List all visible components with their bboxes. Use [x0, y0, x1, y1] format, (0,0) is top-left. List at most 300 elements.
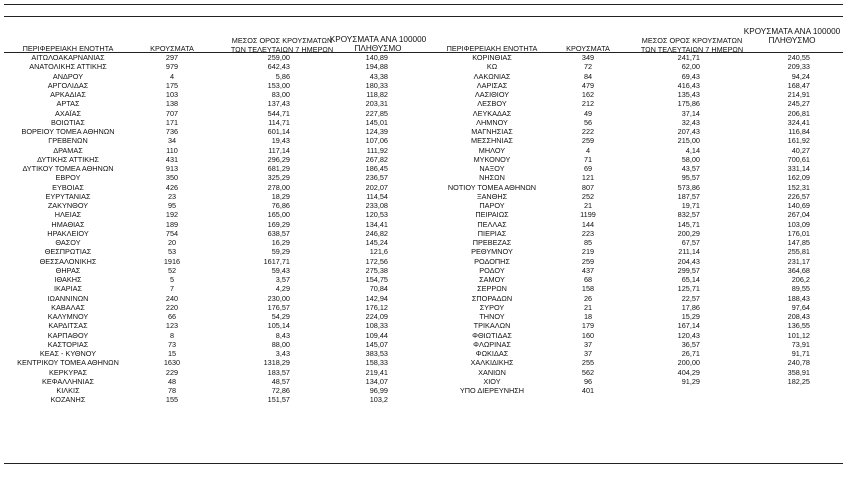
table-row — [0, 72, 430, 81]
per-100k-cell: 202,07 — [365, 182, 388, 192]
cases-cell: 73 — [167, 339, 177, 349]
table-row — [428, 90, 848, 99]
per-100k-cell: 40,27 — [791, 145, 810, 155]
cases-cell: 66 — [167, 312, 177, 321]
avg-7day-cell: 19,71 — [681, 201, 700, 210]
table-row — [428, 220, 848, 229]
per-100k-cell: 331,14 — [787, 164, 810, 173]
region-name-cell: ΚΑΡΔΙΤΣΑΣ — [48, 321, 88, 331]
avg-7day-cell: 642,43 — [267, 62, 290, 72]
cases-cell: 21 — [583, 302, 593, 312]
cases-cell: 71 — [583, 154, 593, 164]
cases-cell: 350 — [165, 173, 179, 183]
cases-cell: 23 — [167, 191, 177, 201]
table-row — [0, 146, 430, 155]
left-header-avg-line2: ΤΩΝ ΤΕΛΕΥΤΑΙΩΝ 7 ΗΜΕΡΩΝ — [230, 45, 334, 54]
per-100k-cell: 162,09 — [787, 173, 810, 183]
cases-cell: 807 — [581, 182, 595, 192]
cases-cell: 85 — [583, 238, 593, 247]
per-100k-cell: 224,09 — [365, 312, 388, 321]
avg-7day-cell: 167,14 — [677, 321, 700, 331]
cases-cell: 34 — [167, 136, 177, 146]
region-name-cell: ΝΟΤΙΟΥ ΤΟΜΕΑ ΑΘΗΝΩΝ — [447, 182, 537, 192]
avg-7day-cell: 681,29 — [267, 164, 290, 173]
cases-cell: 5 — [169, 275, 175, 284]
cases-cell: 68 — [583, 275, 593, 284]
avg-7day-cell: 4,29 — [275, 284, 290, 294]
table-row — [0, 201, 430, 210]
cases-cell: 913 — [165, 164, 179, 173]
per-100k-cell: 103,2 — [369, 395, 388, 405]
per-100k-cell: 101,12 — [787, 330, 810, 340]
avg-7day-cell: 72,86 — [271, 386, 290, 395]
avg-7day-cell: 88,00 — [271, 339, 290, 349]
per-100k-cell: 186,45 — [365, 164, 388, 173]
per-100k-cell: 206,81 — [787, 108, 810, 118]
table-row — [0, 155, 430, 164]
region-name-cell: ΑΝΑΤΟΛΙΚΗΣ ΑΤΤΙΚΗΣ — [29, 62, 107, 72]
cases-cell: 7 — [169, 284, 175, 294]
cases-cell: 155 — [165, 395, 179, 405]
table-row — [428, 164, 848, 173]
per-100k-cell: 94,24 — [791, 71, 810, 81]
per-100k-cell: 111,92 — [366, 145, 388, 155]
cases-cell: 69 — [583, 164, 593, 173]
per-100k-cell: 209,33 — [787, 62, 810, 72]
table-row — [428, 118, 848, 127]
cases-cell: 426 — [165, 182, 179, 192]
cases-cell: 220 — [165, 302, 179, 312]
avg-7day-cell: 416,43 — [677, 80, 700, 90]
table-row — [428, 201, 848, 210]
avg-7day-cell: 183,57 — [267, 367, 290, 377]
cases-cell: 37 — [583, 339, 593, 349]
cases-cell: 754 — [165, 228, 179, 238]
cases-cell: 138 — [165, 99, 179, 109]
table-row — [428, 377, 848, 386]
cases-cell: 78 — [167, 386, 177, 395]
per-100k-cell: 97,64 — [791, 302, 810, 312]
per-100k-cell: 145,07 — [365, 339, 388, 349]
per-100k-cell: 70,84 — [369, 284, 388, 294]
region-name-cell: ΚΙΛΚΙΣ — [56, 386, 80, 395]
region-name-cell: ΠΡΕΒΕΖΑΣ — [472, 238, 512, 247]
per-100k-cell: 147,85 — [787, 238, 810, 247]
avg-7day-cell: 83,00 — [271, 90, 290, 99]
table-row — [0, 118, 430, 127]
header-top-rule — [4, 16, 843, 17]
per-100k-cell: 152,31 — [787, 182, 810, 192]
per-100k-cell: 140,89 — [365, 53, 388, 62]
table-row — [0, 377, 430, 386]
per-100k-cell: 364,68 — [787, 265, 810, 275]
avg-7day-cell: 204,43 — [677, 256, 700, 266]
region-name-cell: ΜΥΚΟΝΟΥ — [473, 154, 511, 164]
avg-7day-cell: 22,57 — [681, 293, 700, 303]
cases-cell: 219 — [581, 247, 595, 257]
region-name-cell: ΣΑΜΟΥ — [479, 275, 505, 284]
table-row — [428, 321, 848, 330]
table-row — [428, 238, 848, 247]
cases-cell: 4 — [585, 145, 591, 155]
right-header-cases: ΚΡΟΥΣΜΑΤΑ — [566, 44, 610, 53]
table-row — [0, 275, 430, 284]
avg-7day-cell: 3,43 — [275, 349, 290, 358]
table-row — [0, 136, 430, 145]
per-100k-cell: 96,99 — [369, 386, 388, 395]
avg-7day-cell: 573,86 — [677, 182, 700, 192]
table-row — [428, 72, 848, 81]
table-row — [428, 173, 848, 182]
table-row — [428, 99, 848, 108]
table-row — [0, 266, 430, 275]
table-row — [0, 127, 430, 136]
per-100k-cell: 107,06 — [365, 136, 388, 146]
table-row — [428, 210, 848, 219]
avg-7day-cell: 3,57 — [275, 275, 290, 284]
table-row — [0, 303, 430, 312]
per-100k-cell: 219,41 — [365, 367, 388, 377]
avg-7day-cell: 151,57 — [267, 395, 290, 405]
cases-cell: 1199 — [580, 210, 596, 220]
avg-7day-cell: 58,00 — [681, 154, 700, 164]
avg-7day-cell: 117,14 — [268, 145, 290, 155]
avg-7day-cell: 8,43 — [275, 330, 290, 340]
per-100k-cell: 134,07 — [365, 376, 388, 386]
region-name-cell: ΡΕΘΥΜΝΟΥ — [471, 247, 513, 257]
table-row — [0, 247, 430, 256]
region-name-cell: ΙΩΑΝΝΙΝΩΝ — [47, 293, 89, 303]
cases-cell: 1916 — [163, 256, 181, 266]
per-100k-cell: 383,53 — [365, 349, 388, 358]
cases-cell: 255 — [581, 358, 595, 368]
region-name-cell: ΖΑΚΥΝΘΟΥ — [47, 201, 89, 210]
per-100k-cell: 120,53 — [365, 210, 388, 220]
avg-7day-cell: 76,86 — [271, 201, 290, 210]
per-100k-cell: 108,33 — [365, 321, 388, 331]
per-100k-cell: 176,12 — [365, 302, 388, 312]
table-row — [0, 312, 430, 321]
right-header-per-line2: ΠΛΗΘΥΣΜΟ — [768, 36, 816, 45]
table-row — [0, 368, 430, 377]
avg-7day-cell: 54,29 — [271, 312, 290, 321]
avg-7day-cell: 95,57 — [681, 173, 700, 183]
region-name-cell: ΔΥΤΙΚΗΣ ΑΤΤΙΚΗΣ — [37, 154, 99, 164]
avg-7day-cell: 187,57 — [677, 191, 700, 201]
per-100k-cell: 267,82 — [365, 154, 388, 164]
region-name-cell: ΦΛΩΡΙΝΑΣ — [473, 339, 511, 349]
region-name-cell: ΓΡΕΒΕΝΩΝ — [48, 136, 88, 146]
region-name-cell: ΜΕΣΣΗΝΙΑΣ — [471, 136, 513, 146]
table-row — [0, 284, 430, 293]
cases-cell: 222 — [581, 127, 595, 136]
per-100k-cell: 109,44 — [365, 330, 388, 340]
per-100k-cell: 233,08 — [365, 201, 388, 210]
cases-cell: 240 — [165, 293, 179, 303]
table-row — [0, 358, 430, 367]
cases-cell: 229 — [165, 367, 179, 377]
region-name-cell: ΜΗΛΟΥ — [478, 145, 506, 155]
per-100k-cell: 182,25 — [787, 376, 810, 386]
right-header-avg-line1: ΜΕΣΟΣ ΟΡΟΣ ΚΡΟΥΣΜΑΤΩΝ — [641, 36, 743, 45]
region-name-cell: ΠΙΕΡΙΑΣ — [477, 228, 507, 238]
cases-cell: 431 — [165, 154, 179, 164]
table-row — [428, 127, 848, 136]
cases-cell: 144 — [581, 219, 595, 229]
per-100k-cell: 188,43 — [787, 293, 810, 303]
per-100k-cell: 136,55 — [787, 321, 810, 331]
cases-cell: 15 — [167, 349, 177, 358]
region-name-cell: ΛΑΚΩΝΙΑΣ — [473, 71, 511, 81]
table-row — [0, 173, 430, 182]
avg-7day-cell: 230,00 — [267, 293, 290, 303]
cases-cell: 707 — [165, 108, 179, 118]
table-row — [428, 136, 848, 145]
region-name-cell: ΗΡΑΚΛΕΙΟΥ — [47, 228, 89, 238]
region-name-cell: ΒΟΙΩΤΙΑΣ — [51, 117, 85, 127]
cases-cell: 252 — [581, 191, 595, 201]
avg-7day-cell: 114,71 — [268, 117, 290, 127]
region-name-cell: ΕΥΒΟΙΑΣ — [52, 182, 84, 192]
cases-cell: 110 — [166, 145, 178, 155]
avg-7day-cell: 91,29 — [681, 376, 700, 386]
cases-cell: 4 — [169, 71, 175, 81]
cases-cell: 479 — [581, 80, 595, 90]
cases-cell: 26 — [583, 293, 593, 303]
table-row — [428, 146, 848, 155]
avg-7day-cell: 26,71 — [681, 349, 700, 358]
avg-7day-cell: 105,14 — [267, 321, 290, 331]
cases-cell: 297 — [165, 53, 179, 62]
table-row — [428, 303, 848, 312]
cases-cell: 1630 — [163, 358, 181, 368]
region-name-cell: ΡΟΔΟΠΗΣ — [474, 256, 510, 266]
per-100k-cell: 700,61 — [787, 154, 810, 164]
avg-7day-cell: 296,29 — [267, 154, 290, 164]
avg-7day-cell: 125,71 — [677, 284, 700, 294]
avg-7day-cell: 638,57 — [267, 228, 290, 238]
avg-7day-cell: 15,29 — [681, 312, 700, 321]
left-header-per — [322, 35, 434, 53]
left-table — [0, 53, 430, 405]
table-row — [0, 220, 430, 229]
table-row — [428, 192, 848, 201]
avg-7day-cell: 145,71 — [677, 219, 700, 229]
region-name-cell: ΗΛΕΙΑΣ — [54, 210, 82, 220]
region-name-cell: ΔΡΑΜΑΣ — [53, 145, 83, 155]
avg-7day-cell: 43,57 — [681, 164, 700, 173]
cases-cell: 259 — [581, 136, 595, 146]
per-100k-cell: 161,92 — [787, 136, 810, 146]
table-row — [428, 81, 848, 90]
table-row — [428, 247, 848, 256]
avg-7day-cell: 16,29 — [271, 238, 290, 247]
avg-7day-cell: 165,00 — [267, 210, 290, 220]
avg-7day-cell: 59,29 — [271, 247, 290, 257]
per-100k-cell: 158,33 — [365, 358, 388, 368]
region-name-cell: ΙΘΑΚΗΣ — [54, 275, 82, 284]
per-100k-cell: 246,82 — [365, 228, 388, 238]
region-name-cell: ΚΑΛΥΜΝΟΥ — [47, 312, 89, 321]
per-100k-cell: 255,81 — [787, 247, 810, 257]
avg-7day-cell: 544,71 — [267, 108, 290, 118]
table-row — [428, 331, 848, 340]
avg-7day-cell: 36,57 — [681, 339, 700, 349]
table-row — [428, 109, 848, 118]
table-row — [428, 62, 848, 71]
left-header-per-line1: ΚΡΟΥΣΜΑΤΑ ΑΝΑ 100000 — [329, 35, 427, 44]
avg-7day-cell: 17,86 — [681, 302, 700, 312]
table-row — [0, 210, 430, 219]
region-name-cell: ΚΟΖΑΝΗΣ — [50, 395, 86, 405]
avg-7day-cell: 169,29 — [267, 219, 290, 229]
table-row — [428, 284, 848, 293]
per-100k-cell: 142,94 — [365, 293, 388, 303]
region-name-cell: ΒΟΡΕΙΟΥ ΤΟΜΕΑ ΑΘΗΝΩΝ — [21, 127, 115, 136]
region-name-cell: ΤΡΙΚΑΛΩΝ — [473, 321, 511, 331]
region-name-cell: ΠΑΡΟΥ — [479, 201, 505, 210]
per-100k-cell: 134,41 — [365, 219, 388, 229]
region-name-cell: ΣΥΡΟΥ — [479, 302, 505, 312]
per-100k-cell: 89,55 — [791, 284, 810, 294]
table-row — [428, 183, 848, 192]
table-row — [0, 257, 430, 266]
per-100k-cell: 103,09 — [787, 219, 810, 229]
per-100k-cell: 114,54 — [366, 191, 388, 201]
avg-7day-cell: 5,86 — [275, 71, 290, 81]
per-100k-cell: 176,01 — [787, 228, 810, 238]
table-row — [0, 238, 430, 247]
region-name-cell: ΦΩΚΙΔΑΣ — [475, 349, 509, 358]
per-100k-cell: 203,31 — [365, 99, 388, 109]
right-header-per-line1: ΚΡΟΥΣΜΑΤΑ ΑΝΑ 100000 — [743, 27, 841, 36]
cases-cell: 8 — [169, 330, 175, 340]
region-name-cell: ΚΕΝΤΡΙΚΟΥ ΤΟΜΕΑ ΑΘΗΝΩΝ — [17, 358, 119, 368]
table-row — [428, 275, 848, 284]
per-100k-cell: 208,43 — [787, 312, 810, 321]
table-row — [0, 183, 430, 192]
avg-7day-cell: 832,57 — [677, 210, 700, 220]
region-name-cell: ΕΒΡΟΥ — [55, 173, 81, 183]
per-100k-cell: 145,24 — [365, 238, 388, 247]
avg-7day-cell: 19,43 — [271, 136, 290, 146]
cases-cell: 162 — [581, 90, 595, 99]
region-name-cell: ΛΕΥΚΑΔΑΣ — [472, 108, 512, 118]
region-name-cell: ΚΕΦΑΛΛΗΝΙΑΣ — [42, 376, 94, 386]
per-100k-cell: 118,82 — [366, 90, 388, 99]
region-name-cell: ΛΗΜΝΟΥ — [476, 117, 508, 127]
table-row — [0, 386, 430, 395]
region-name-cell: ΚΕΑΣ - ΚΥΘΝΟΥ — [39, 349, 97, 358]
region-name-cell: ΦΘΙΩΤΙΔΑΣ — [472, 330, 512, 340]
avg-7day-cell: 32,43 — [681, 117, 700, 127]
table-row — [0, 90, 430, 99]
region-name-cell: ΞΑΝΘΗΣ — [476, 191, 508, 201]
region-name-cell: ΚΑΒΑΛΑΣ — [51, 302, 85, 312]
avg-7day-cell: 175,86 — [677, 99, 700, 109]
table-row — [0, 294, 430, 303]
per-100k-cell: 231,17 — [787, 256, 810, 266]
region-name-cell: ΑΡΓΟΛΙΔΑΣ — [47, 80, 89, 90]
region-name-cell: ΑΙΤΩΛΟΑΚΑΡΝΑΝΙΑΣ — [31, 53, 105, 62]
table-row — [428, 368, 848, 377]
cases-cell: 53 — [167, 247, 177, 257]
region-name-cell: ΝΑΞΟΥ — [479, 164, 505, 173]
cases-cell: 103 — [165, 90, 179, 99]
cases-cell: 56 — [583, 117, 593, 127]
region-name-cell: ΔΥΤΙΚΟΥ ΤΟΜΕΑ ΑΘΗΝΩΝ — [22, 164, 114, 173]
region-name-cell: ΝΗΣΩΝ — [479, 173, 505, 183]
region-name-cell: ΣΕΡΡΩΝ — [477, 284, 507, 294]
avg-7day-cell: 37,14 — [681, 108, 700, 118]
cases-cell: 48 — [167, 376, 177, 386]
region-name-cell: ΠΕΛΛΑΣ — [477, 219, 507, 229]
cases-cell: 562 — [581, 367, 595, 377]
per-100k-cell: 172,56 — [365, 256, 388, 266]
table-row — [0, 395, 430, 404]
cases-cell: 158 — [581, 284, 595, 294]
cases-cell: 37 — [583, 349, 593, 358]
avg-7day-cell: 1318,29 — [263, 358, 290, 368]
top-rule — [4, 4, 843, 5]
region-name-cell: ΑΡΤΑΣ — [56, 99, 80, 109]
per-100k-cell: 140,69 — [787, 201, 810, 210]
avg-7day-cell: 200,29 — [677, 228, 700, 238]
table-row — [428, 358, 848, 367]
table-row — [428, 266, 848, 275]
per-100k-cell: 240,78 — [787, 358, 810, 368]
cases-cell: 95 — [167, 201, 177, 210]
cases-cell: 20 — [167, 238, 177, 247]
region-name-cell: ΘΕΣΣΑΛΟΝΙΚΗΣ — [39, 256, 97, 266]
cases-cell: 96 — [583, 376, 593, 386]
region-name-cell: ΑΡΚΑΔΙΑΣ — [50, 90, 86, 99]
per-100k-cell: 358,91 — [787, 367, 810, 377]
region-name-cell: ΑΝΔΡΟΥ — [52, 71, 84, 81]
avg-7day-cell: 59,43 — [271, 265, 290, 275]
per-100k-cell: 180,33 — [365, 80, 388, 90]
cases-cell: 179 — [581, 321, 595, 331]
cases-cell: 189 — [165, 219, 179, 229]
cases-cell: 21 — [583, 201, 593, 210]
region-name-cell: ΛΑΣΙΘΙΟΥ — [474, 90, 510, 99]
avg-7day-cell: 601,14 — [267, 127, 290, 136]
per-100k-cell: 226,57 — [787, 191, 810, 201]
region-name-cell: ΚΑΣΤΟΡΙΑΣ — [47, 339, 89, 349]
avg-7day-cell: 325,29 — [267, 173, 290, 183]
table-row — [0, 349, 430, 358]
table-row — [428, 340, 848, 349]
region-name-cell: ΡΟΔΟΥ — [479, 265, 505, 275]
avg-7day-cell: 259,00 — [267, 53, 290, 62]
avg-7day-cell: 120,43 — [677, 330, 700, 340]
table-row — [0, 331, 430, 340]
cases-cell: 736 — [165, 127, 179, 136]
avg-7day-cell: 18,29 — [271, 191, 290, 201]
region-name-cell: ΘΑΣΟΥ — [55, 238, 81, 247]
avg-7day-cell: 278,00 — [267, 182, 290, 192]
region-name-cell: ΤΗΝΟΥ — [479, 312, 505, 321]
per-100k-cell: 227,85 — [365, 108, 388, 118]
bottom-rule — [4, 463, 843, 464]
cases-cell: 259 — [581, 256, 595, 266]
table-row — [0, 321, 430, 330]
per-100k-cell: 194,88 — [365, 62, 388, 72]
avg-7day-cell: 176,57 — [267, 302, 290, 312]
avg-7day-cell: 207,43 — [677, 127, 700, 136]
cases-cell: 212 — [581, 99, 595, 109]
table-row — [428, 386, 848, 395]
